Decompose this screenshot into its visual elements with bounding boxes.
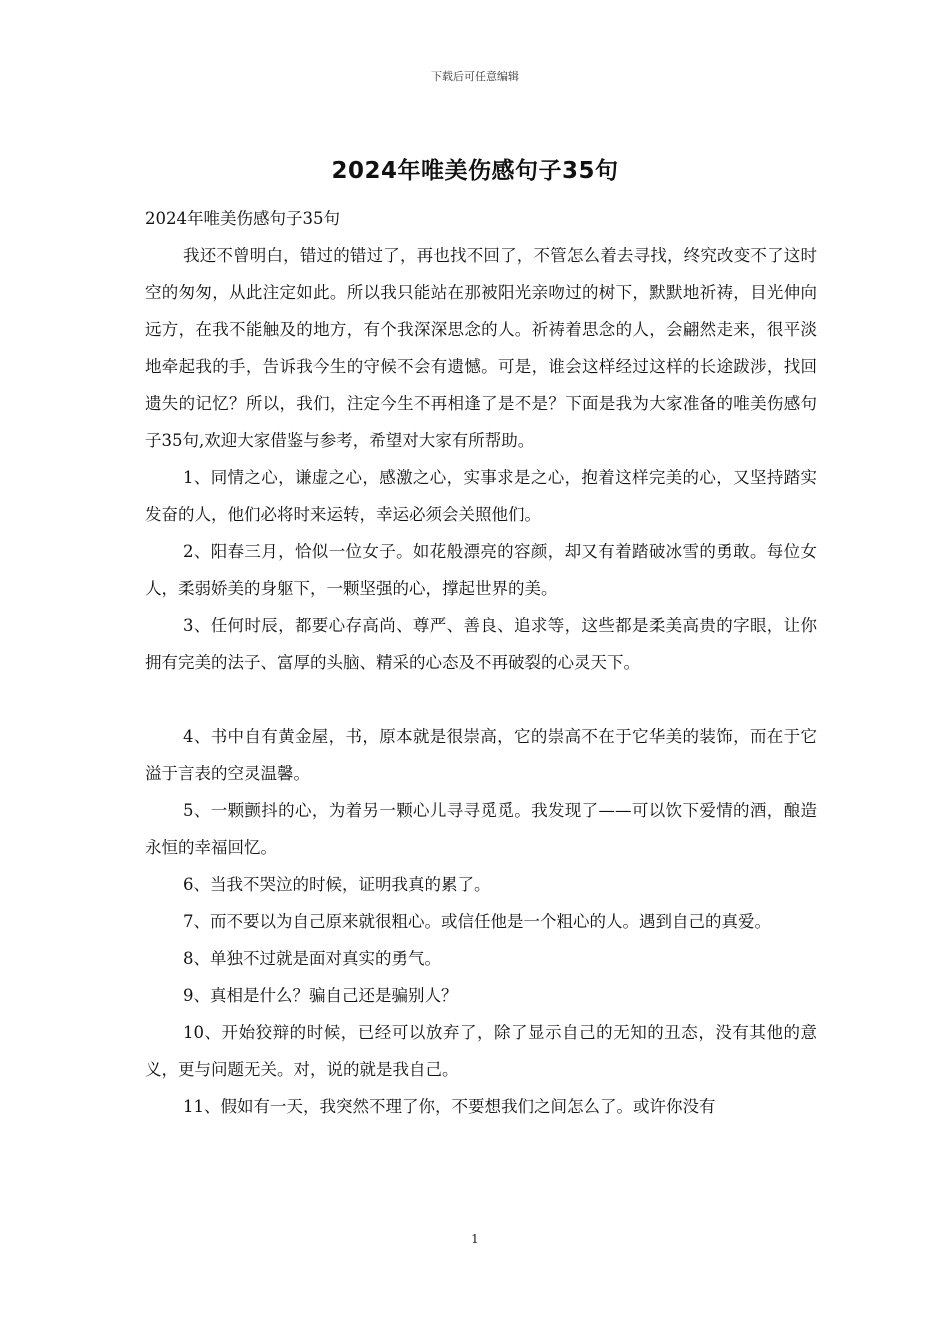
list-item: 6、当我不哭泣的时候，证明我真的累了。 xyxy=(183,875,491,894)
document-body xyxy=(145,200,817,1125)
page-header: 下载后可任意编辑 xyxy=(431,70,519,83)
list-item: 4、书中自有黄金屋，书，原本就是很崇高，它的崇高不在于它华美的装饰，而在于它溢于言表的空灵温馨。 xyxy=(145,727,817,783)
page-number: 1 xyxy=(471,1232,479,1246)
list-item: 9、真相是什么？骗自己还是骗别人？ xyxy=(183,986,458,1005)
paragraph-gap xyxy=(145,681,817,718)
document-title: 2024年唯美伤感句子35句 xyxy=(331,158,619,184)
document-subtitle: 2024年唯美伤感句子35句 xyxy=(145,209,340,228)
list-item: 2、阳春三月，恰似一位女子。如花般漂亮的容颜，却又有着踏破冰雪的勇敢。每位女人，柔弱娇美的身躯下，一颗坚强的心，撑起世界的美。 xyxy=(145,542,817,598)
list-item: 1、同情之心，谦虚之心，感激之心，实事求是之心，抱着这样完美的心，又坚持踏实发奋的人，他们必将时来运转，幸运必须会关照他们。 xyxy=(145,468,817,524)
list-item: 11、假如有一天，我突然不理了你，不要想我们之间怎么了。或许你没有 xyxy=(183,1097,716,1116)
intro-paragraph: 我还不曾明白，错过的错过了，再也找不回了，不管怎么着去寻找，终究改变不了这时空的匆匆，从此注定如此。所以我只能站在那被阳光亲吻过的树下，默默地祈祷，目光伸向远方，在我不能触及的地方，有个我深深思念的人。祈祷着思念的人，会翩然走来，很平淡地牵起我的手，告诉我今生的守候不会有遗憾。可是，谁会这样经过这样的长途跋涉，找回遗失的记忆？所以，我们，注定今生不再相逢了是不是？下面是我为大家准备的唯美伤感句子35句,欢迎大家借鉴与参考，希望对大家有所帮助。 xyxy=(145,246,817,450)
list-item: 5、一颗颤抖的心，为着另一颗心儿寻寻觅觅。我发现了——可以饮下爱情的酒，酿造永恒的幸福回忆。 xyxy=(145,801,817,857)
list-item: 10、开始狡辩的时候，已经可以放弃了，除了显示自己的无知的丑态，没有其他的意义，更与问题无关。对，说的就是我自己。 xyxy=(145,1023,817,1079)
list-item: 3、任何时辰，都要心存高尚、尊严、善良、追求等，这些都是柔美高贵的字眼，让你拥有完美的法子、富厚的头脑、精采的心态及不再破裂的心灵天下。 xyxy=(145,616,817,672)
list-item: 7、而不要以为自己原来就很粗心。或信任他是一个粗心的人。遇到自己的真爱。 xyxy=(183,912,771,931)
list-item: 8、单独不过就是面对真实的勇气。 xyxy=(183,949,441,968)
